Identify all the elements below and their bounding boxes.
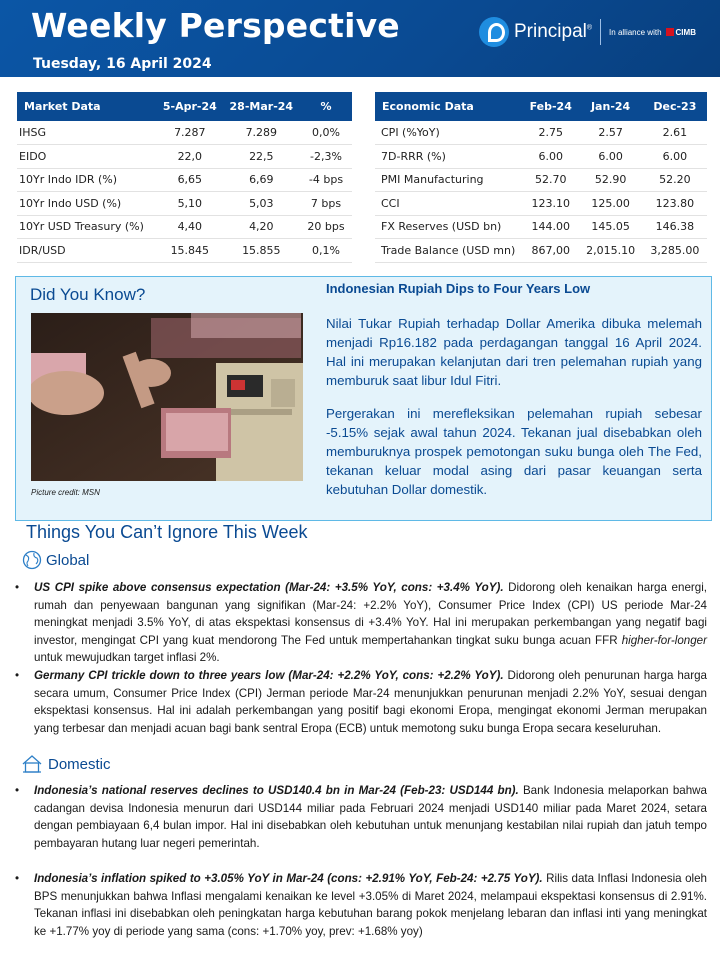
market-data-table xyxy=(17,92,352,263)
table-cell: 146.38 xyxy=(643,215,707,239)
table-cell: 145.05 xyxy=(578,215,642,239)
table-cell: IHSG xyxy=(17,121,157,145)
table-cell: 6.00 xyxy=(578,145,642,169)
table-cell: 52.90 xyxy=(578,168,642,192)
table-cell: FX Reserves (USD bn) xyxy=(375,215,523,239)
table-cell: 10Yr USD Treasury (%) xyxy=(17,215,157,239)
table-cell: 6.00 xyxy=(523,145,578,169)
table-header: % xyxy=(300,92,352,121)
table-cell: -4 bps xyxy=(300,168,352,192)
table-cell: 5,03 xyxy=(223,192,300,216)
table-cell: 6.00 xyxy=(643,145,707,169)
globe-icon xyxy=(21,550,43,570)
table-cell: 52.70 xyxy=(523,168,578,192)
news-paragraph: Nilai Tukar Rupiah terhadap Dollar Amerika dibuka melemah menjadi Rp16.182 pada perdagangan tanggal 16 April 2024. Hal ini merupakan kelanjutan dari tren pelemahan rupiah yang memburuk saat libur Idul Fitri. xyxy=(326,316,702,388)
table-header: Jan-24 xyxy=(578,92,642,121)
item-body: Bank Indonesia melaporkan bahwa cadangan devisa Indonesia menurun dari USD144 miliar pada Februari 2024 menjadi USD140 miliar pada Maret 2024, setara dengan pembiayaan 6,4 bulan impor. Hal ini disebabkan oleh kebutuhan untuk menunjang kestabilan nilai rupiah dan jatuh tempo pembayaran hutang luar negeri pemerintah. xyxy=(34,784,707,850)
section-title: Things You Can’t Ignore This Week xyxy=(26,522,308,542)
table-cell: 4,40 xyxy=(157,215,223,239)
table-row xyxy=(375,121,707,145)
page-title: Weekly Perspective xyxy=(31,6,400,45)
table-header-row xyxy=(375,92,707,121)
cimb-text: CIMB xyxy=(675,27,696,37)
table-cell: Trade Balance (USD mn) xyxy=(375,239,523,263)
table-header: Dec-23 xyxy=(643,92,707,121)
item-headline: Indonesia’s inflation spiked to +3.05% YoY in Mar-24 (cons: +2.91% YoY, Feb-24: +2.75 YoY). xyxy=(34,872,543,885)
item-tail: untuk mewujudkan target inflasi 2%. xyxy=(34,651,220,664)
table-cell: 0,0% xyxy=(300,121,352,145)
domestic-section-label: Domestic xyxy=(48,756,111,773)
table-cell: 6,69 xyxy=(223,168,300,192)
table-cell: PMI Manufacturing xyxy=(375,168,523,192)
table-header: 5-Apr-24 xyxy=(157,92,223,121)
table-cell: 7D-RRR (%) xyxy=(375,145,523,169)
table-cell: 22,5 xyxy=(223,145,300,169)
table-cell: CCI xyxy=(375,192,523,216)
item-body: Didorong oleh penurunan harga harga secara umum, Consumer Price Index (CPI) Jerman periode Mar-24 menunjukkan penurunan menjadi 2.2% YoY, sesuai dengan ekspektasi konsensus. Hal ini adalah perkembangan yang positif bagi ekonomi Eropa, mengingat ekonomi Jerman merupakan yang terbesar dan menjadi acuan bagi bank sentral Eropa (ECB) untuk memotong suku bunga Eropa secara keseluruhan. xyxy=(34,669,707,735)
did-you-know-title: Did You Know? xyxy=(30,285,146,304)
table-header: Feb-24 xyxy=(523,92,578,121)
cimb-logo-icon xyxy=(666,28,674,36)
table-cell: 20 bps xyxy=(300,215,352,239)
money-counting-photo xyxy=(31,313,303,481)
table-cell: 10Yr Indo IDR (%) xyxy=(17,168,157,192)
table-cell: 22,0 xyxy=(157,145,223,169)
economic-data-table xyxy=(375,92,707,263)
table-cell: CPI (%YoY) xyxy=(375,121,523,145)
item-italic: higher-for-longer xyxy=(621,633,707,647)
photo-illustration xyxy=(31,313,303,481)
logo-divider xyxy=(600,19,601,45)
table-cell: 7.289 xyxy=(223,121,300,145)
table-cell: 0,1% xyxy=(300,239,352,263)
table-header: 28-Mar-24 xyxy=(223,92,300,121)
report-date: Tuesday, 16 April 2024 xyxy=(33,56,212,72)
item-headline: US CPI spike above consensus expectation (Mar-24: +3.5% YoY, cons: +3.4% YoY). xyxy=(34,581,504,594)
table-cell: 15.845 xyxy=(157,239,223,263)
table-row xyxy=(375,192,707,216)
table-row xyxy=(375,239,707,263)
table-cell: 7 bps xyxy=(300,192,352,216)
table-row xyxy=(17,192,352,216)
principal-logo xyxy=(479,16,696,48)
header-banner xyxy=(0,0,720,77)
bullet-icon: • xyxy=(15,784,20,797)
table-row xyxy=(17,168,352,192)
alliance-text: In alliance with xyxy=(609,27,662,37)
table-cell: 123.10 xyxy=(523,192,578,216)
table-cell: 867,00 xyxy=(523,239,578,263)
list-item xyxy=(15,667,707,737)
table-cell: 10Yr Indo USD (%) xyxy=(17,192,157,216)
table-cell: 52.20 xyxy=(643,168,707,192)
table-header: Economic Data xyxy=(375,92,523,121)
table-cell: 6,65 xyxy=(157,168,223,192)
table-row xyxy=(17,121,352,145)
list-item xyxy=(15,782,707,852)
table-row xyxy=(17,215,352,239)
item-headline: Germany CPI trickle down to three years low (Mar-24: +2.2% YoY, cons: +2.2% YoY). xyxy=(34,669,504,682)
table-cell: -2,3% xyxy=(300,145,352,169)
bullet-icon: • xyxy=(15,669,20,682)
logo-text: Principal® xyxy=(514,21,593,42)
news-headline: Indonesian Rupiah Dips to Four Years Low xyxy=(326,281,591,296)
table-cell: 123.80 xyxy=(643,192,707,216)
table-cell: EIDO xyxy=(17,145,157,169)
bullet-icon: • xyxy=(15,581,20,594)
table-cell: 2.57 xyxy=(578,121,642,145)
table-row xyxy=(375,168,707,192)
bullet-icon: • xyxy=(15,872,20,885)
table-cell: 2,015.10 xyxy=(578,239,642,263)
table-cell: 15.855 xyxy=(223,239,300,263)
table-cell: 7.287 xyxy=(157,121,223,145)
table-cell: 125.00 xyxy=(578,192,642,216)
item-body: Rilis data Inflasi Indonesia oleh BPS menunjukkan bahwa Inflasi mengalami kenaikan ke level +3.05% di Maret 2024, melampaui ekspektasi konsensus di 2.91%. Tekanan inflasi ini disebabkan oleh peningkatan harga kebutuhan barang pokok menjelang lebaran dan inflasi inti yang meningkat ke +1.77% yoy di periode yang sama (cons: +1.70% yoy, prev: +1.68% yoy) xyxy=(34,872,707,938)
table-cell: 3,285.00 xyxy=(643,239,707,263)
table-cell: 144.00 xyxy=(523,215,578,239)
table-cell: 2.75 xyxy=(523,121,578,145)
table-header-row xyxy=(17,92,352,121)
table-row xyxy=(17,145,352,169)
table-cell: 5,10 xyxy=(157,192,223,216)
table-cell: 4,20 xyxy=(223,215,300,239)
table-row xyxy=(17,239,352,263)
news-paragraph: Pergerakan ini merefleksikan pelemahan rupiah sebesar -5.15% sejak awal tahun 2024. Tekanan jual disebabkan oleh memburuknya prospek pemotongan suku bunga oleh The Fed, tekanan keluar modal asing dari pasar keuangan serta kebutuhan Dollar domestik. xyxy=(326,406,702,497)
list-item xyxy=(15,579,707,667)
table-cell: 2.61 xyxy=(643,121,707,145)
table-cell: IDR/USD xyxy=(17,239,157,263)
principal-logo-icon xyxy=(479,17,509,47)
item-headline: Indonesia’s national reserves declines to USD140.4 bn in Mar-24 (Feb-23: USD144 bn). xyxy=(34,784,519,797)
table-header: Market Data xyxy=(17,92,157,121)
item-body: Didorong oleh kenaikan harga energi, rumah dan penyewaan bangunan yang signifikan (Mar-24: +2.2% YoY), Consumer Price Index (CPI) US periode Mar-24 meningkat menjadi 3.5% YoY, di atas ekspektasi konsensus di +3.4% YoY. Hal ini merupakan perkembangan yang negatif bagi investor, mengingat CPI yang kuat mendorong The Fed untuk mempertahankan tingkat suku bunga acuan FFR xyxy=(34,581,707,647)
photo-credit: Picture credit: MSN xyxy=(31,488,100,497)
list-item xyxy=(15,870,707,940)
home-icon xyxy=(21,754,43,774)
global-section-label: Global xyxy=(46,552,90,569)
table-row xyxy=(375,215,707,239)
table-row xyxy=(375,145,707,169)
